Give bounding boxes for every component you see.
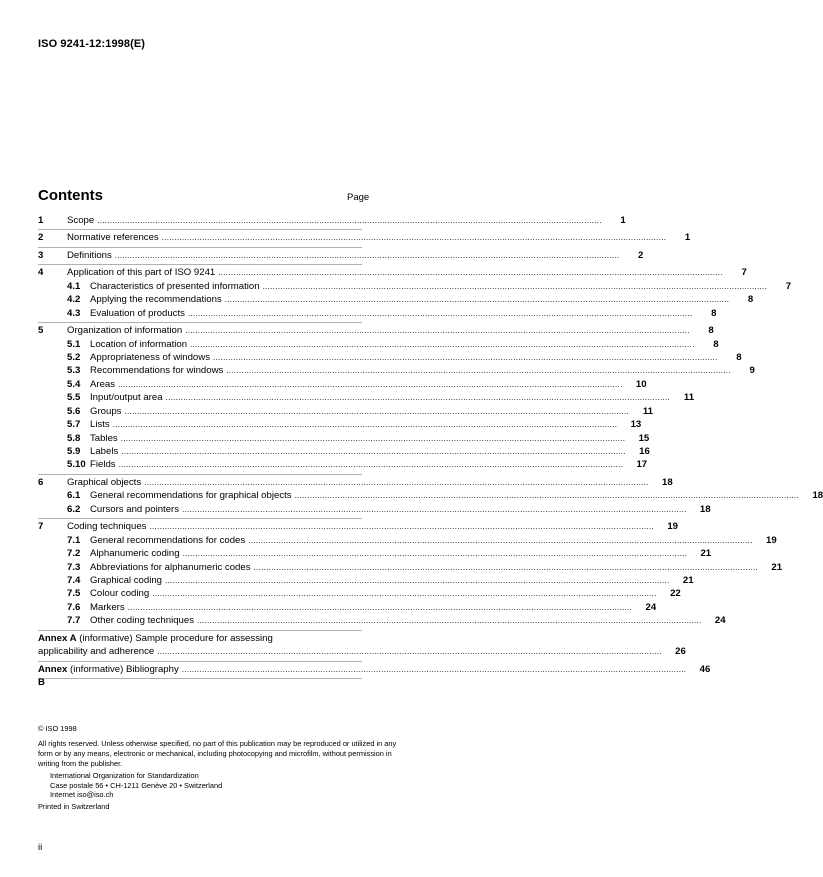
dot-leader: ........................................................................................................................................................................................................ bbox=[127, 602, 633, 612]
toc-subentry bbox=[38, 534, 777, 547]
subsection-number: 5.3 bbox=[67, 365, 81, 377]
page-ref: 11 bbox=[642, 405, 653, 417]
page-ref: 7 bbox=[785, 280, 792, 292]
page-ref: 22 bbox=[670, 588, 681, 600]
annex-a-line1 bbox=[38, 632, 362, 645]
page-ref: 19 bbox=[667, 521, 679, 533]
dot-leader: ........................................................................................................................................................................................................ bbox=[161, 233, 667, 243]
section-number: 2 bbox=[38, 232, 44, 244]
page-ref: 17 bbox=[636, 459, 648, 471]
page-ref: 8 bbox=[708, 325, 714, 337]
toc-subentry bbox=[38, 418, 642, 431]
subsection-number: 5.6 bbox=[67, 405, 81, 417]
subsection-title: Alphanumeric coding bbox=[90, 548, 180, 560]
toc-subentry bbox=[38, 574, 694, 587]
annex-b-label: Annex B bbox=[38, 663, 68, 689]
page-ref: 18 bbox=[812, 490, 823, 502]
subsection-number: 7.4 bbox=[67, 574, 81, 586]
annex-a-title-cont: applicability and adherence bbox=[38, 646, 155, 658]
subsection-number: 7.3 bbox=[67, 561, 81, 573]
page-ref: 1 bbox=[620, 215, 626, 226]
subsection-title: Fields bbox=[90, 459, 116, 471]
page-ref: 18 bbox=[661, 476, 673, 488]
toc-subentry bbox=[38, 547, 712, 560]
copyright-notice bbox=[38, 724, 398, 812]
page-ref: 24 bbox=[645, 601, 657, 613]
page-ref: 2 bbox=[637, 249, 644, 261]
page-ref: 11 bbox=[683, 392, 695, 404]
toc-entry bbox=[38, 476, 673, 489]
subsection-title: Evaluation of products bbox=[90, 307, 185, 319]
subsection-number: 5.4 bbox=[67, 378, 81, 390]
subsection-number: 5.10 bbox=[67, 459, 86, 471]
toc-subentry bbox=[38, 391, 695, 404]
subsection-number: 5.8 bbox=[67, 432, 81, 444]
subsection-number: 4.3 bbox=[67, 307, 81, 319]
toc-subentry bbox=[38, 307, 717, 320]
subsection-title: Tables bbox=[90, 432, 118, 444]
dot-leader: ........................................................................................................................................................................................................ bbox=[118, 460, 624, 470]
subsection-title: Graphical coding bbox=[90, 574, 162, 586]
section-title: Normative references bbox=[67, 232, 159, 244]
dot-leader: ........................................................................................................................................................................................................ bbox=[114, 250, 620, 260]
subsection-number: 7.6 bbox=[67, 601, 81, 613]
page-ref: 21 bbox=[700, 548, 712, 560]
dot-leader: ........................................................................................................................................................................................................ bbox=[118, 379, 623, 389]
page-ref: 8 bbox=[713, 338, 719, 350]
toc-subentry bbox=[38, 280, 792, 293]
dot-leader: ........................................................................................................................................................................................................ bbox=[248, 535, 753, 545]
section-title: Application of this part of ISO 9241 bbox=[67, 267, 216, 279]
subsection-title: Characteristics of presented information bbox=[90, 280, 260, 292]
dot-leader: ........................................................................................................................................................................................................ bbox=[157, 647, 662, 657]
subsection-number: 7.5 bbox=[67, 588, 81, 600]
subsection-title: Cursors and pointers bbox=[90, 503, 180, 515]
subsection-number: 5.7 bbox=[67, 419, 81, 431]
dot-leader: ........................................................................................................................................................................................................ bbox=[152, 589, 657, 599]
toc-entry bbox=[38, 231, 691, 244]
section-title: Definitions bbox=[67, 249, 112, 261]
page-ref: 24 bbox=[714, 615, 726, 627]
dot-leader: ........................................................................................................................................................................................................ bbox=[226, 366, 731, 376]
page-ref: 8 bbox=[747, 294, 754, 306]
dot-leader: ........................................................................................................................................................................................................ bbox=[124, 406, 629, 416]
subsection-title: Appropriateness of windows bbox=[90, 351, 210, 363]
subsection-title: Applying the recommendations bbox=[90, 294, 222, 306]
copyright-line: © ISO 1998 bbox=[38, 724, 77, 733]
subsection-title: Abbreviations for alphanumeric codes bbox=[90, 561, 251, 573]
page-ref: 15 bbox=[638, 432, 650, 444]
page-ref: 19 bbox=[766, 534, 777, 546]
toc-section bbox=[38, 230, 691, 247]
section-number: 1 bbox=[38, 215, 44, 226]
page-ref: 13 bbox=[630, 419, 642, 431]
subsection-title: Groups bbox=[90, 405, 122, 417]
section-number: 3 bbox=[38, 249, 44, 261]
annex-a-line2 bbox=[38, 645, 686, 658]
section-number: 5 bbox=[38, 325, 44, 337]
dot-leader: ........................................................................................................................................................................................................ bbox=[185, 326, 690, 336]
toc-subentry bbox=[38, 351, 742, 364]
page-ref: 8 bbox=[736, 351, 742, 363]
subsection-title: Other coding techniques bbox=[90, 615, 194, 627]
toc-subentry bbox=[38, 601, 657, 614]
dot-leader: ........................................................................................................................................................................................................ bbox=[149, 522, 655, 532]
subsection-number: 7.1 bbox=[67, 534, 81, 546]
page-column-label: Page bbox=[347, 192, 370, 203]
dot-leader: ........................................................................................................................................................................................................ bbox=[120, 433, 626, 443]
page-number: ii bbox=[38, 842, 43, 853]
toc-subentry bbox=[38, 489, 823, 502]
subsection-title: General recommendations for graphical objects bbox=[90, 490, 292, 502]
subsection-number: 6.1 bbox=[67, 490, 81, 502]
dot-leader: ........................................................................................................................................................................................................ bbox=[182, 504, 687, 514]
section-title: Scope bbox=[67, 215, 95, 226]
toc-section bbox=[38, 214, 626, 230]
page-ref: 7 bbox=[741, 267, 747, 279]
toc-subentry bbox=[38, 614, 726, 627]
toc-subentry bbox=[38, 432, 650, 445]
dot-leader: ........................................................................................................................................................................................................ bbox=[165, 575, 670, 585]
toc-subentry bbox=[38, 338, 719, 351]
toc-subentry bbox=[38, 503, 711, 516]
dot-leader: ........................................................................................................................................................................................................ bbox=[97, 216, 602, 225]
toc-entry bbox=[38, 249, 644, 262]
toc-subentry bbox=[38, 587, 681, 600]
annex-a-title: (informative) Sample procedure for assessing bbox=[79, 632, 273, 644]
page-ref: 26 bbox=[675, 646, 686, 658]
subsection-title: Labels bbox=[90, 446, 119, 457]
toc-subentry bbox=[38, 364, 755, 377]
dot-leader: ........................................................................................................................................................................................................ bbox=[112, 420, 618, 430]
subsection-title: General recommendations for codes bbox=[90, 534, 246, 546]
subsection-title: Lists bbox=[90, 419, 110, 431]
page-ref: 18 bbox=[699, 503, 711, 515]
page-ref: 10 bbox=[635, 378, 647, 390]
dot-leader: ........................................................................................................................................................................................................ bbox=[253, 562, 759, 572]
subsection-number: 5.2 bbox=[67, 351, 81, 363]
subsection-title: Input/output area bbox=[90, 392, 163, 404]
toc-subentry bbox=[38, 378, 647, 391]
toc-section bbox=[38, 248, 644, 265]
section-number: 7 bbox=[38, 521, 44, 533]
page-ref: 21 bbox=[682, 574, 694, 586]
section-number: 6 bbox=[38, 476, 44, 488]
dot-leader: ........................................................................................................................................................................................................ bbox=[213, 352, 718, 362]
subsection-title: Location of information bbox=[90, 338, 188, 350]
toc-entry bbox=[38, 266, 747, 279]
toc-subentry bbox=[38, 405, 653, 418]
toc-subentry bbox=[38, 458, 648, 471]
dot-leader: ........................................................................................................................................................................................................ bbox=[218, 268, 723, 278]
subsection-title: Areas bbox=[90, 378, 116, 390]
toc-section bbox=[38, 323, 755, 475]
subsection-number: 5.1 bbox=[67, 338, 81, 350]
section-title: Organization of information bbox=[67, 325, 183, 337]
subsection-number: 4.2 bbox=[67, 294, 81, 306]
subsection-number: 5.5 bbox=[67, 392, 81, 404]
annex-b-title: (informative) Bibliography bbox=[70, 663, 179, 675]
subsection-number: 5.9 bbox=[67, 446, 81, 457]
subsection-number: 7.7 bbox=[67, 615, 81, 627]
internet-contact: Internet iso@iso.ch bbox=[50, 790, 114, 800]
page-ref: 21 bbox=[771, 561, 783, 573]
toc-entry bbox=[38, 520, 679, 533]
toc-section bbox=[38, 475, 823, 519]
toc-entry bbox=[38, 214, 626, 227]
section-title: Coding techniques bbox=[67, 521, 147, 533]
subsection-title: Recommendations for windows bbox=[90, 365, 224, 377]
subsection-title: Markers bbox=[90, 601, 125, 613]
dot-leader: ........................................................................................................................................................................................................ bbox=[187, 308, 693, 318]
dot-leader: ........................................................................................................................................................................................................ bbox=[197, 616, 702, 626]
page-ref: 8 bbox=[711, 307, 717, 319]
subsection-number: 4.1 bbox=[67, 280, 81, 292]
table-of-contents bbox=[38, 214, 823, 689]
annex-a-label: Annex A bbox=[38, 632, 77, 644]
dot-leader: ........................................................................................................................................................................................................ bbox=[294, 491, 800, 501]
annex-a-entry bbox=[38, 631, 686, 662]
publisher-name: International Organization for Standardization bbox=[50, 771, 199, 780]
dot-leader: ........................................................................................................................................................................................................ bbox=[165, 393, 671, 403]
dot-leader: ........................................................................................................................................................................................................ bbox=[181, 664, 687, 674]
postal-address: Case postale 56 • CH-1211 Genève 20 • Switzerland bbox=[50, 780, 223, 790]
dot-leader: ........................................................................................................................................................................................................ bbox=[224, 295, 730, 305]
toc-subentry bbox=[38, 445, 650, 458]
annex-b-entry bbox=[38, 662, 711, 689]
toc-entry bbox=[38, 324, 714, 337]
dot-leader: ........................................................................................................................................................................................................ bbox=[121, 447, 626, 456]
section-title: Graphical objects bbox=[67, 476, 142, 488]
annex-b-line bbox=[38, 663, 711, 689]
section-number: 4 bbox=[38, 267, 44, 279]
printed-in: Printed in Switzerland bbox=[38, 801, 110, 811]
toc-subentry bbox=[38, 561, 783, 574]
contents-heading: Contents bbox=[38, 187, 103, 204]
rights-statement: All rights reserved. Unless otherwise specified, no part of this publication may be reproduced or utilized in any form or by any means, electronic or mechanical, including photocopying and microfilm, without permission in writing from the publisher. bbox=[38, 739, 397, 768]
publisher-address bbox=[38, 771, 398, 800]
page-ref: 16 bbox=[639, 446, 650, 457]
toc-section bbox=[38, 519, 783, 631]
document-id: ISO 9241-12:1998(E) bbox=[38, 38, 146, 50]
subsection-number: 7.2 bbox=[67, 548, 81, 560]
dot-leader: ........................................................................................................................................................................................................ bbox=[144, 477, 649, 487]
subsection-number: 6.2 bbox=[67, 503, 81, 515]
page-ref: 46 bbox=[699, 663, 711, 675]
toc-subentry bbox=[38, 293, 754, 306]
page-ref: 1 bbox=[684, 232, 691, 244]
subsection-title: Colour coding bbox=[90, 588, 150, 600]
toc-section bbox=[38, 265, 792, 323]
dot-leader: ........................................................................................................................................................................................................ bbox=[190, 339, 695, 349]
page-ref: 9 bbox=[749, 365, 755, 377]
dot-leader: ........................................................................................................................................................................................................ bbox=[182, 549, 688, 559]
dot-leader: ........................................................................................................................................................................................................ bbox=[262, 281, 768, 291]
